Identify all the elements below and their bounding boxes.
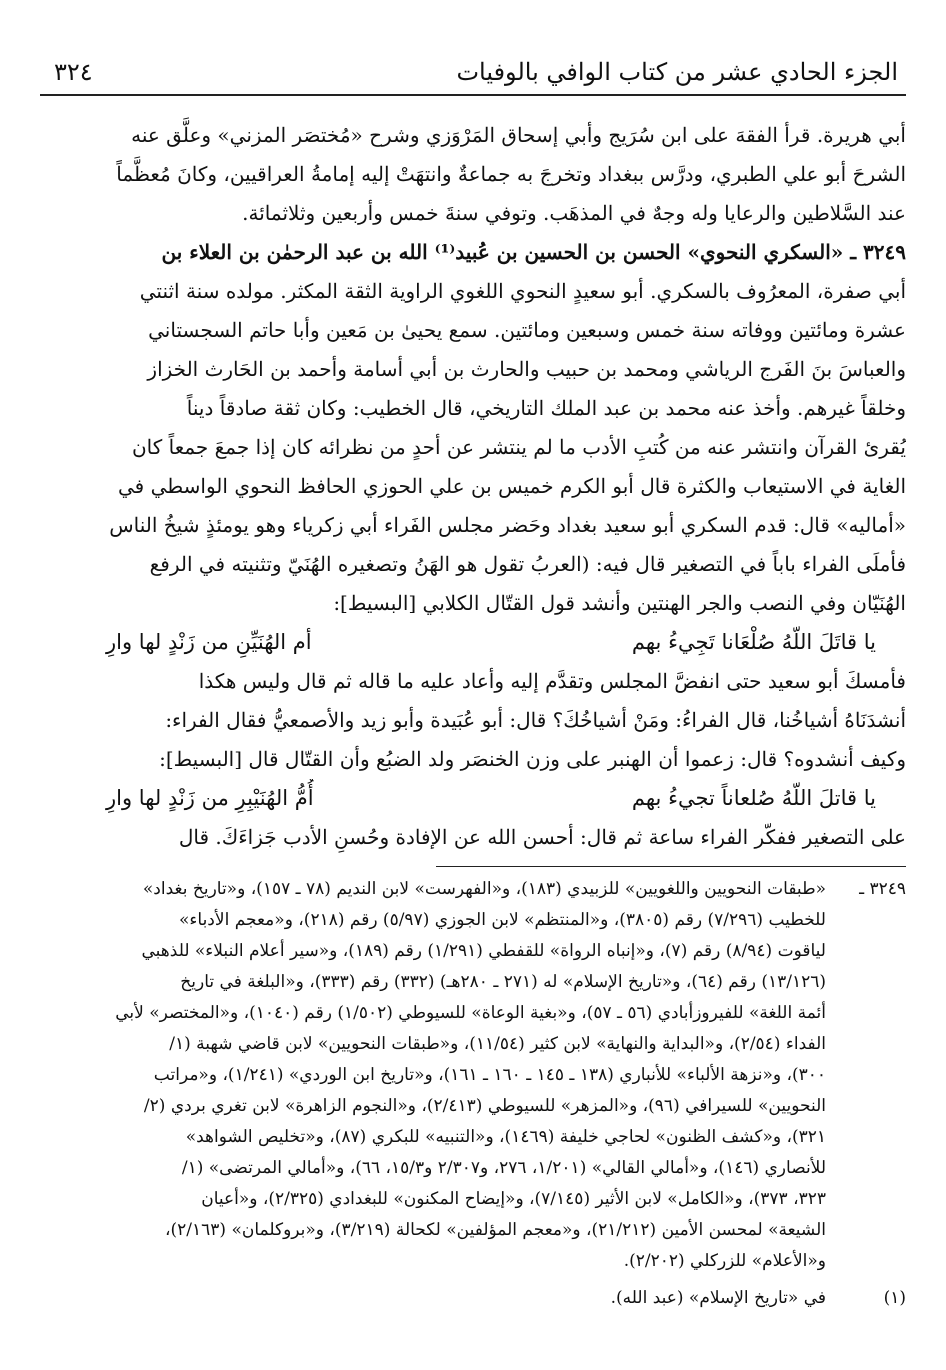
- footnote-line: الفداء (٢/٥٤)، و«البداية والنهاية» لابن كثير (١١/٥٤)، و«طبقات النحويين» لابن قاضي شهبة (١/: [169, 1034, 826, 1054]
- verse-first-hemistich: يا قاتَلَ اللّهُ صُلْعَانا تَجِيءُ بهم: [631, 630, 876, 654]
- footnote-line: [36, 874, 906, 905]
- text-line: عشرة ومائتين ووفاته سنة خمس وسبعين ومائتين. سمع يحيىٰ بن مَعين وأبا حاتم السجستاني: [148, 318, 906, 342]
- text-line: فأملَى الفراء باباً في التصغير قال فيه: (العربُ تقول هو الهَنُ وتصغيره الهُنَيّ وتثنيته في الرفع: [149, 552, 906, 576]
- footnote-line: ٣٢١)، و«كشف الظنون» لحاجي خليفة (١٤٦٩)، و«التنبيه» للبكري (٨٧)، و«تخليص الشواهد»: [185, 1127, 826, 1147]
- footnote-line: [36, 1283, 906, 1314]
- verse-second-hemistich: أم الهُنَيِّنِ من زَنْدٍ لها وارِ: [106, 630, 312, 654]
- footnote-number: (١): [883, 1288, 906, 1308]
- footnote-line: و«الأعلام» للزركلي (٢/٢٠٢).: [623, 1251, 826, 1271]
- footnote-line: النحويين» للسيرافي (٩٦)، و«المزهر» للسيوطي (٢/٤١٣)، و«النجوم الزاهرة» لابن تغري بردي (٢/: [143, 1096, 826, 1116]
- text-line: عند السَّلاطين والرعايا وله وجهٌ في المذهَب. وتوفي سنةَ خمس وأربعين وثلاثمائة.: [242, 201, 906, 225]
- text-line: «أماليه» قال: قدم السكري أبو سعيد بغداد وحَضر مجلس الفَراء أبي زكرياء وهو يومئذٍ شيخُ الناس: [109, 513, 906, 537]
- poem-verse: [36, 623, 906, 662]
- footnote-line: للخطيب (٧/٢٩٦) رقم (٣٨٠٥)، و«المنتظم» لابن الجوزي (٥/٩٧) رقم (٢١٨)، و«معجم الأدباء»: [179, 910, 826, 930]
- text-line: وخلقاً غيرهم. وأخذ عنه محمد بن عبد الملك التاريخي، قال الخطيب: وكان ثقة صادقاً ديناً: [186, 396, 906, 420]
- text-line: أبي هريرة. قرأ الفقهَ على ابن سُرَيج وأبي إسحاق المَرْوَزي وشرح «مُختصَر المزني» وعلَّق عنه: [131, 123, 906, 147]
- text-line: الغاية في الاستيعاب والكثرة قال أبو الكرم خميس بن علي الحوزي الحافظ النحوي الواسطي في: [118, 474, 906, 498]
- text-line: والعباسَ بنَ الفَرج الرياشي ومحمد بن حبيب والحارث بن أبي أسامة وأحمد بن الحَارث الخزاز: [147, 357, 906, 381]
- text-line: وكيف أنشدوه؟ قال: زعموا أن الهنبر على وزن الخنصَر ولد الضبُع وأن القتّال قال [البسيط]:: [159, 747, 906, 771]
- footnote-line: (١٣/١٢٦) رقم (٦٤)، و«تاريخ الإسلام» له (٢٧١ ـ ٢٨٠هـ) (٣٣٢) رقم (٣٣٣)، و«البلغة في تاريخ: [180, 972, 826, 992]
- footnote-line: لياقوت (٨/٩٤) رقم (٧)، و«إنباه الرواة» للقفطي (١/٢٩١) رقم (١٨٩)، و«سير أعلام النبلاء» للذهبي: [141, 941, 826, 961]
- text-line: يُقرئ القرآن وانتشر عنه من كُتبِ الأدب ما لم ينتشر عن أحدٍ من نظرائه كان إذا جمعَ جمعاً كان: [131, 435, 906, 459]
- footnote-line: ٣٢٣، ٣٧٣)، و«الكامل» لابن الأثير (٧/١٤٥)، و«إيضاح المكنون» للبغدادي (٢/٣٢٥)، و«أعيان: [201, 1189, 826, 1209]
- text-line: أبي صفرة، المعرُوف بالسكري. أبو سعيدٍ النحوي اللغوي الراوية الثقة المكثر. مولده سنة اثنتي: [139, 279, 906, 303]
- footnote-line: ٣٠٠)، و«نزهة الألباء» للأنباري (١٣٨ ـ ١٤٥ ـ ١٦٠ ـ ١٦١)، و«تاريخ ابن الوردي» (١/٢٤١)، و«مراتب: [153, 1065, 826, 1085]
- footnotes: [36, 874, 906, 1314]
- footnote-line: الشيعة» لمحسن الأمين (٢١/٢١٢)، و«معجم المؤلفين» لكحالة (٣/٢١٩)، و«بروكلمان» (٢/١٦٣)،: [165, 1220, 826, 1240]
- running-head: الجزء الحادي عشر من كتاب الوافي بالوفيات: [456, 58, 898, 86]
- poem-verse: [36, 779, 906, 818]
- text-line: الهُنَيّان وفي النصب والجر الهنتين وأنشد قول القتّال الكلابي [البسيط]:: [333, 591, 906, 615]
- footnote-text: «طبقات النحويين واللغويين» للزبيدي (١٨٣)، و«الفهرست» لابن النديم (٧٨ ـ ١٥٧)، و«تاريخ بغداد»: [142, 879, 826, 899]
- text-line: الشرحَ أبو علي الطبري، ودرَّس ببغداد وتخرجَ به جماعةٌ وانتهَتْ إليه إمامةُ العراقيين، وكانَ مُعظَّماً: [116, 162, 906, 186]
- footnote-number: ٣٢٤٩ ـ: [859, 879, 906, 899]
- entry-heading: ٣٢٤٩ ـ «السكري النحوي» الحسن بن الحسين بن عُبيد⁽¹⁾ الله بن عبد الرحمٰن بن العلاء بن: [161, 240, 906, 264]
- footnote-text: في «تاريخ الإسلام» (عبد الله).: [610, 1288, 826, 1308]
- footnote-separator: [436, 866, 906, 867]
- footnote-line: أئمة اللغة» للفيروزأبادي (٥٦ ـ ٥٧)، و«بغية الوعاة» للسيوطي (١/٥٠٢) رقم (١٠٤٠)، و«المختصر» لأبي: [115, 1003, 826, 1023]
- verse-second-hemistich: أُمُّ الهُنَيْبِرِ من زَنْدٍ لها وارِ: [106, 786, 314, 810]
- text-line: أنشدَنَاهُ أشياخُنا، قال الفراءُ: ومَنْ أشياخُكَ؟ قال: أبو عُبَيدة وأبو زيد والأصمعيُّ فقال الفراء:: [165, 708, 906, 732]
- verse-first-hemistich: يا قاتلَ اللّهُ صُلعاناً تجيءُ بهم: [631, 786, 876, 810]
- footnote-line: للأنصاري (١٤٦)، و«أمالي القالي» (١/٢٠١، ٢٧٦، و٢/٣٠٧ و١٥/٣، ٦٦)، و«أمالي المرتضى» (١/: [181, 1158, 826, 1178]
- page-number: ٣٢٤: [54, 58, 93, 86]
- page-header: [40, 52, 906, 96]
- text-line: فأمسكَ أبو سعيد حتى انفضَّ المجلس وتقدَّم إليه وأعاد عليه ما قاله ثم قال وليس هكذا: [198, 669, 906, 693]
- text-line: على التصغير ففكّر الفراء ساعة ثم قال: أحسن الله عن الإفادة وحُسنِ الأدب جَزاءَكَ. قال: [178, 825, 906, 849]
- header-rule: [40, 94, 906, 96]
- main-text: [36, 116, 906, 857]
